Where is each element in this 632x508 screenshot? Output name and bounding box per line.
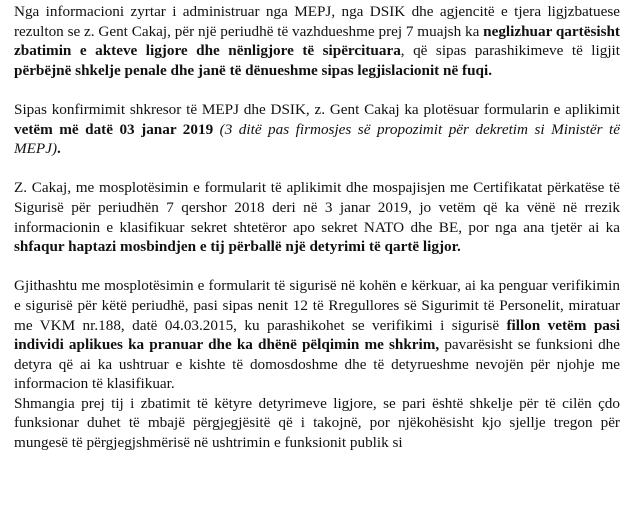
paragraph-3: [14, 178, 620, 256]
p1-bold-2: përbëjnë shkelje penale dhe janë të dënueshme sipas legjislacionit në fuqi.: [14, 61, 492, 79]
p4-text-1: Gjithashtu me mosplotësimin e formularit të sigurisë në kohën e kërkuar, ai ka penguar verifikimin e sigurisë për këtë periudhë, pasi sipas nenit 12 të Rregullores së Sigurimit të Personelit, miratuar me VKM nr.188, datë 04.03.2015, ku parashikohet se verifikimi i sigurisë: [14, 277, 620, 334]
paragraph-5: [14, 394, 620, 453]
p1-bold-1: neglizhuar qartësisht zbatimin e akteve ligjore dhe nënligjore të sipërcituara: [14, 22, 620, 60]
p4-bold-1: fillon vetëm pasi individi aplikues ka pranuar dhe ka dhënë pëlqimin me shkrim,: [14, 316, 620, 354]
paragraph-2: [14, 100, 620, 159]
p1-text-2: , që sipas parashikimeve të ligjit: [400, 42, 620, 60]
p3-text-1: Z. Cakaj, me mosplotësimin e formularit të aplikimit dhe mospajisjen me Certifikatat përkatëse të Sigurisë për periudhën 7 qershor 2018 deri në 3 janar 2019, jo vetëm që ka vënë në rrezik informacionin e klasifikuar sekret shtetëror apo sekret NATO dhe BE, por nga ana tjetër ai ka: [14, 179, 620, 236]
p2-bold-1: vetëm më datë 03 janar 2019: [14, 120, 214, 138]
p2-italic-1: (3 ditë pas firmosjes së propozimit për dekretim si Ministër të MEPJ): [14, 120, 620, 158]
p3-bold-1: shfaqur haptazi mosbindjen e tij përballë një detyrimi të qartë ligjor.: [14, 238, 461, 256]
p1-text-1: Nga informacioni zyrtar i administruar nga MEPJ, nga DSIK dhe agjencitë e tjera ligjzbatuese rezulton se z. Gent Cakaj, për një periudhë të vazhdueshme prej 7 muajsh ka: [14, 3, 620, 40]
p2-text-1: Sipas konfirmimit shkresor të MEPJ dhe DSIK, z. Gent Cakaj ka plotësuar formularin e aplikimit: [14, 100, 620, 118]
p4-text-2: pavarësisht se funksioni dhe detyra që ai ka ushtruar e kishte të domosdoshme dhe të detyrueshme nevojën për njohje me informacion të klasifikuar.: [14, 336, 620, 393]
p2-bold-period: .: [57, 140, 61, 158]
paragraph-1: [14, 2, 620, 80]
paragraph-4: [14, 276, 620, 394]
p5-text-1: Shmangia prej tij i zbatimit të këtyre detyrimeve ligjore, se pari është shkelje për të cilën çdo funksionar duhet të mbajë përgjegjësitë që i takojnë, por njëkohësisht kjo sjellje tregon për mungesë të përgjegjshmërisë në ushtrimin e funksionit publik si: [14, 394, 620, 452]
